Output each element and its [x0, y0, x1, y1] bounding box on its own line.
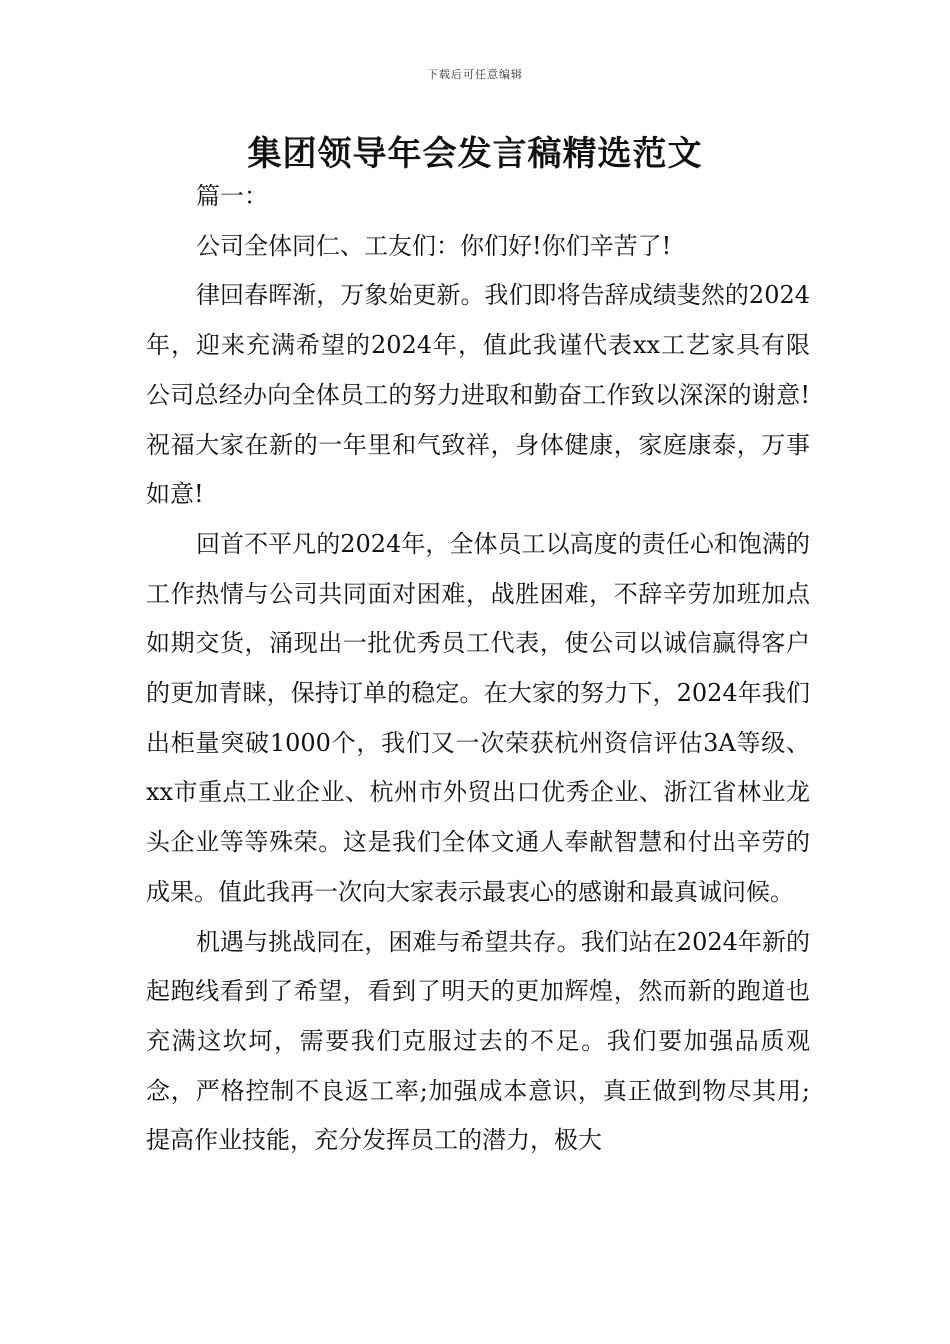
document-title: 集团领导年会发言稿精选范文	[247, 134, 703, 174]
header-note: 下载后可任意编辑	[427, 68, 523, 81]
document-body	[146, 172, 810, 1166]
body-paragraph: 律回春晖渐，万象始更新。我们即将告辞成绩斐然的2024年，迎来充满希望的2024年，值此我谨代表xx工艺家具有限公司总经办向全体员工的努力进取和勤奋工作致以深深的谢意!祝福大家在新的一年里和气致祥，身体健康，家庭康泰，万事如意!	[146, 281, 810, 509]
body-paragraph: 回首不平凡的2024年，全体员工以高度的责任心和饱满的工作热情与公司共同面对困难，战胜困难，不辞辛劳加班加点如期交货，涌现出一批优秀员工代表，使公司以诚信赢得客户的更加青睐，保持订单的稳定。在大家的努力下，2024年我们出柜量突破1000个，我们又一次荣获杭州资信评估3A等级、xx市重点工业企业、杭州市外贸出口优秀企业、浙江省林业龙头企业等等殊荣。这是我们全体文通人奉献智慧和付出辛劳的成果。值此我再一次向大家表示最衷心的感谢和最真诚问候。	[146, 529, 810, 906]
section-label: 篇一：	[196, 182, 268, 210]
body-paragraph: 机遇与挑战同在，困难与希望共存。我们站在2024年新的起跑线看到了希望，看到了明天的更加辉煌，然而新的跑道也充满这坎坷，需要我们克服过去的不足。我们要加强品质观念，严格控制不良返工率;加强成本意识，真正做到物尽其用;提高作业技能，充分发挥员工的潜力，极大	[146, 927, 810, 1155]
greeting-paragraph: 公司全体同仁、工友们：你们好!你们辛苦了!	[196, 231, 672, 260]
